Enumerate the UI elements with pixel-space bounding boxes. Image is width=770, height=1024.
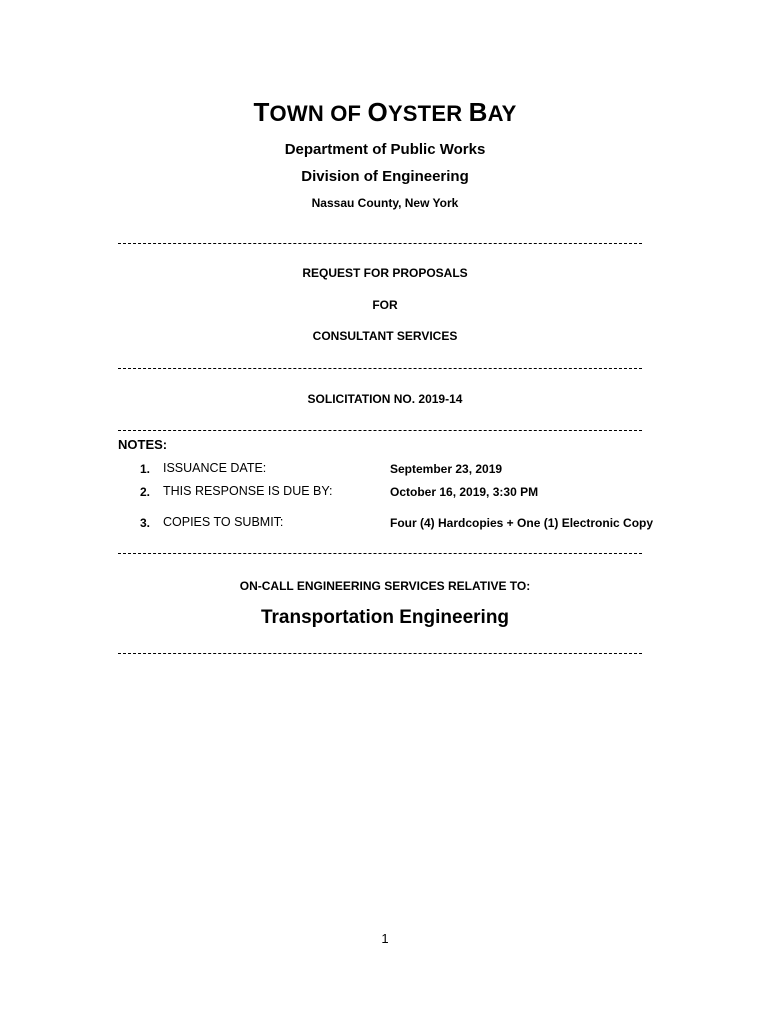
note-value: October 16, 2019, 3:30 PM	[390, 485, 539, 499]
document-title	[0, 97, 770, 128]
note-label: THIS RESPONSE IS DUE BY:	[163, 484, 333, 498]
rfp-heading: REQUEST FOR PROPOSALS	[302, 266, 468, 280]
rfp-services: CONSULTANT SERVICES	[312, 329, 458, 343]
divider	[118, 243, 642, 244]
divider	[118, 553, 642, 554]
title-part-big: T	[253, 97, 270, 127]
note-value: Four (4) Hardcopies + One (1) Electronic Copy	[390, 516, 654, 530]
services-intro: ON-CALL ENGINEERING SERVICES RELATIVE TO:	[239, 579, 531, 593]
title-part-small: OF	[330, 101, 368, 126]
department-name: Department of Public Works	[284, 141, 486, 158]
rfp-for: FOR	[372, 298, 398, 312]
note-number: 3.	[140, 516, 151, 530]
page-number: 1	[381, 931, 389, 946]
note-label: COPIES TO SUBMIT:	[163, 515, 284, 529]
services-subject: Transportation Engineering	[260, 607, 510, 628]
note-label: ISSUANCE DATE:	[163, 461, 267, 475]
divider	[118, 653, 642, 654]
divider	[118, 430, 642, 431]
title-part-small: YSTER	[387, 101, 469, 126]
solicitation-number: SOLICITATION NO. 2019-14	[307, 392, 463, 406]
division-name: Division of Engineering	[301, 168, 469, 185]
title-part-small: AY	[487, 101, 517, 126]
title-part-big: O	[367, 97, 388, 127]
title-part-big: B	[468, 97, 488, 127]
note-number: 1.	[140, 462, 151, 476]
divider	[118, 368, 642, 369]
note-value: September 23, 2019	[390, 462, 503, 476]
notes-label: NOTES:	[118, 437, 168, 452]
county-name: Nassau County, New York	[311, 196, 459, 210]
title-part-small: OWN	[269, 101, 331, 126]
note-number: 2.	[140, 485, 151, 499]
